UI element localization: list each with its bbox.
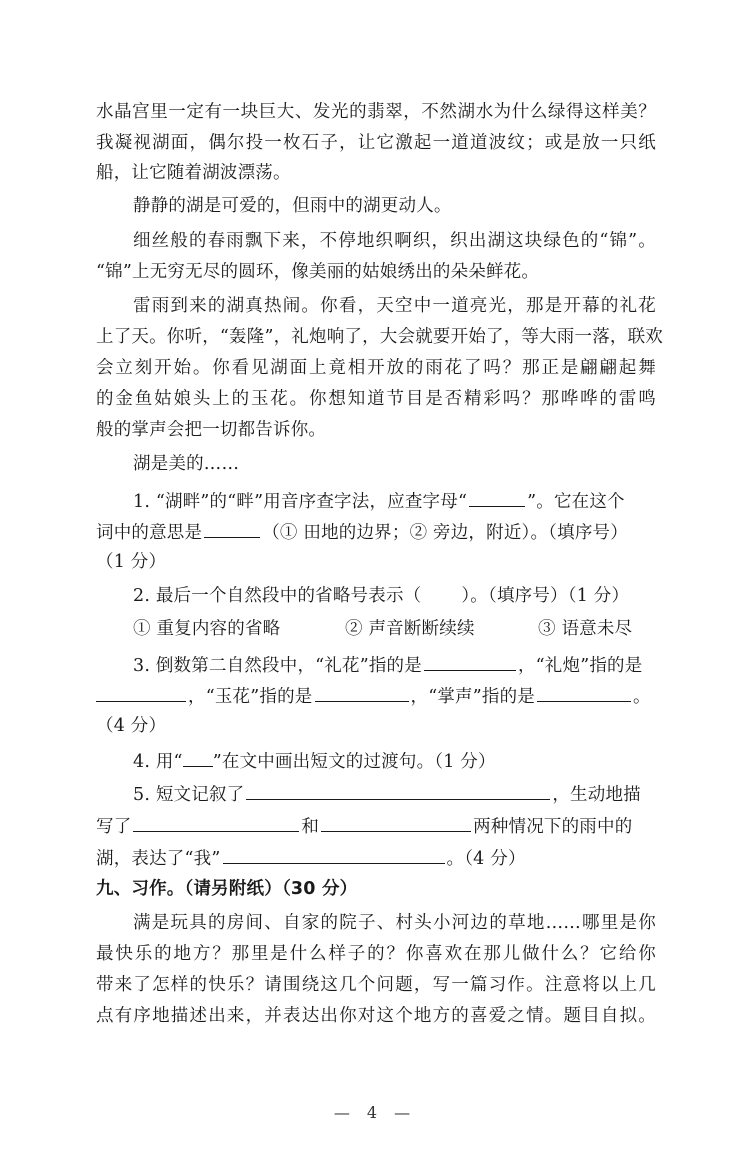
prompt-line: 带来了怎样的快乐？请围绕这几个问题，写一篇习作。注意将以上几 xyxy=(96,975,656,995)
passage-line: 湖是美的…… xyxy=(133,454,240,474)
answer-blank[interactable] xyxy=(204,519,260,538)
score-note: （1 分） xyxy=(96,552,167,572)
answer-blank[interactable] xyxy=(315,683,409,702)
question-text: ”。它在这个 xyxy=(527,492,625,512)
question-text: 1. “湖畔”的“畔”用音序查字法，应查字母“ xyxy=(133,492,468,512)
option-1: ① 重复内容的省略 xyxy=(133,619,281,639)
question-1-line-2 xyxy=(96,519,656,544)
passage-line: 会立刻开始。你看见湖面上竟相开放的雨花了吗？那正是翩翩起舞 xyxy=(96,358,656,378)
option-2: ② 声音断断续续 xyxy=(345,619,475,639)
question-2 xyxy=(133,585,656,607)
question-text: 和 xyxy=(301,817,320,837)
question-text: 3. 倒数第二自然段中，“礼花”指的是 xyxy=(133,656,422,676)
question-text: ，“掌声”指的是 xyxy=(410,687,535,707)
question-text: ，生动地描 xyxy=(552,785,641,805)
answer-blank[interactable] xyxy=(96,683,186,702)
passage-line: 上了天。你听，“轰隆”，礼炮响了，大会就要开始了，等大雨一落，联欢 xyxy=(96,327,663,347)
answer-blank[interactable] xyxy=(424,652,516,671)
question-text: 两种情况下的雨中的 xyxy=(473,817,633,837)
passage-line: 静静的湖是可爱的，但雨中的湖更动人。 xyxy=(133,196,452,216)
option-3: ③ 语意未尽 xyxy=(538,619,633,639)
section-heading: 九、习作。（请另附纸）（30 分） xyxy=(96,879,358,899)
question-text: ，“礼炮”指的是 xyxy=(517,656,643,676)
question-3-line-2 xyxy=(96,683,656,708)
underline-mark xyxy=(183,748,213,767)
question-4 xyxy=(133,748,656,773)
passage-line: 般的掌声会把一切都告诉你。 xyxy=(96,420,327,440)
question-1 xyxy=(133,488,656,513)
answer-blank[interactable] xyxy=(321,813,471,832)
answer-blank[interactable] xyxy=(223,845,445,864)
answer-blank[interactable] xyxy=(246,781,550,800)
question-text: 5. 短文记叙了 xyxy=(133,785,245,805)
question-text: ”在文中画出短文的过渡句。（1 分） xyxy=(212,752,496,772)
answer-blank[interactable] xyxy=(537,683,631,702)
passage-line: 雷雨到来的湖真热闹。你看，天空中一道亮光，那是开幕的礼花 xyxy=(133,296,656,316)
question-text: 。 xyxy=(633,687,651,707)
question-text: 2. 最后一个自然段中的省略号表示（ xyxy=(133,586,422,606)
question-3 xyxy=(133,652,656,677)
page-number: — 4 — xyxy=(333,1103,417,1122)
question-text: 。（4 分） xyxy=(446,849,526,869)
question-text: 湖，表达了“我” xyxy=(96,849,221,869)
passage-line: 水晶宫里一定有一块巨大、发光的翡翠，不然湖水为什么绿得这样美？ xyxy=(96,102,656,122)
question-text: 词中的意思是 xyxy=(96,523,203,543)
passage-line: 细丝般的春雨飘下来，不停地织啊织，织出湖这块绿色的“锦”。 xyxy=(133,231,656,251)
question-text: 写了 xyxy=(96,817,132,837)
prompt-line: 最快乐的地方？那里是什么样子的？你喜欢在那儿做什么？它给你 xyxy=(96,944,656,964)
question-text: （① 田地的边界；② 旁边，附近）。（填序号） xyxy=(262,523,628,543)
question-text: 4. 用“ xyxy=(133,752,183,772)
score-note: （4 分） xyxy=(96,716,167,736)
prompt-line: 满是玩具的房间、自家的院子、村头小河边的草地……哪里是你 xyxy=(133,913,656,933)
question-text: ，“玉花”指的是 xyxy=(188,687,313,707)
passage-line: 的金鱼姑娘头上的玉花。你想知道节目是否精彩吗？那哗哗的雷鸣 xyxy=(96,389,656,409)
passage-line: 我凝视湖面，偶尔投一枚石子，让它激起一道道波纹；或是放一只纸 xyxy=(96,133,656,153)
question-5-line-2 xyxy=(96,813,656,838)
passage-line: 船，让它随着湖波漂荡。 xyxy=(96,163,291,183)
answer-blank[interactable] xyxy=(133,813,299,832)
passage-line: “锦”上无穷无尽的圆环，像美丽的姑娘绣出的朵朵鲜花。 xyxy=(96,262,540,282)
prompt-line: 点有序地描述出来，并表达出你对这个地方的喜爱之情。题目自拟。 xyxy=(96,1006,656,1026)
answer-blank[interactable] xyxy=(469,488,525,507)
question-text: ）。（填序号）（1 分） xyxy=(461,586,630,606)
question-5 xyxy=(133,781,656,806)
question-5-line-3 xyxy=(96,845,656,870)
